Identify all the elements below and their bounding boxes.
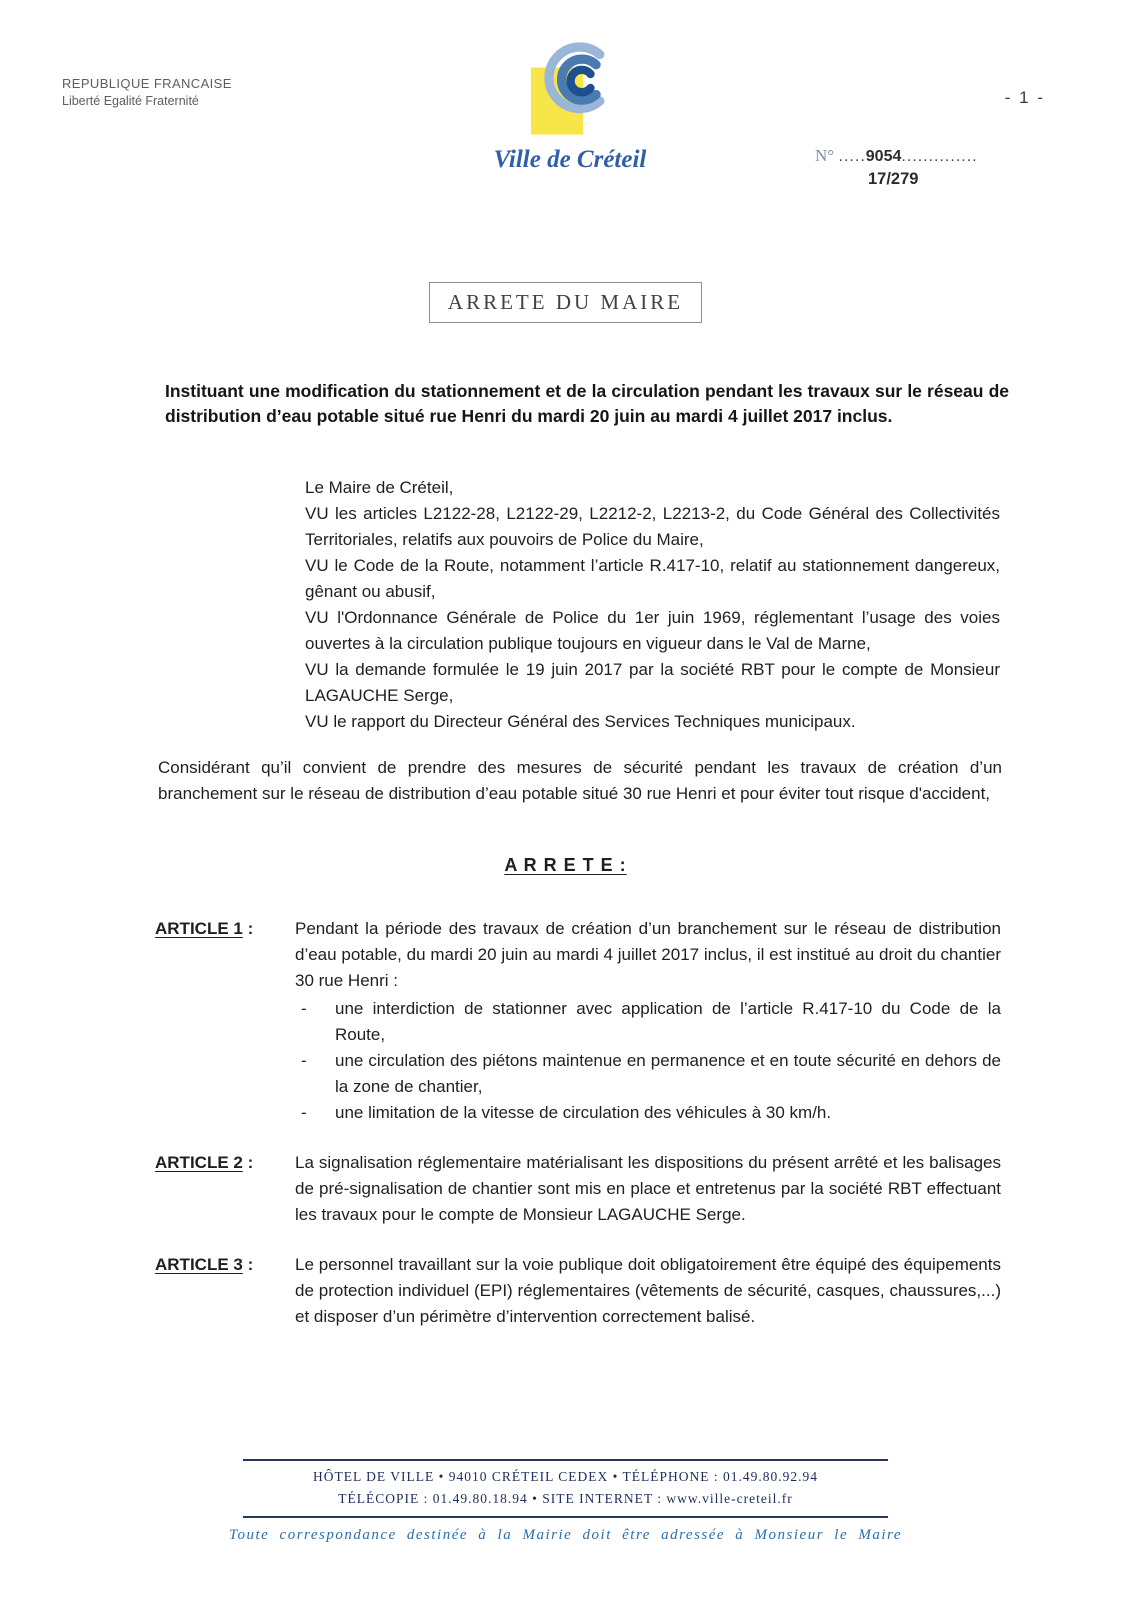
subject-paragraph: Instituant une modification du stationnement et de la circulation pendant les travaux sur le réseau de distribution d’eau potable situé rue Henri du mardi 20 juin au mardi 4 juillet 2017 inclus. bbox=[165, 381, 1009, 426]
article-1-label: ARTICLE 1 : bbox=[155, 919, 254, 938]
list-item: - une circulation des piétons maintenue en permanence et en toute sécurité en dehors de la zone de chantier, bbox=[295, 1048, 1001, 1100]
doc-number-value: 9054 bbox=[865, 148, 902, 165]
vu-item: VU l'Ordonnance Générale de Police du 1er juin 1969, réglementant l’usage des voies ouvertes à la circulation publique toujours en vigueur dans le Val de Marne, bbox=[305, 608, 1000, 653]
document-footer bbox=[0, 1459, 1131, 1544]
doc-number-dots-after: .............. bbox=[901, 148, 978, 165]
preamble bbox=[305, 475, 1000, 735]
footer-address-block bbox=[243, 1459, 888, 1518]
footer-line1: HÔTEL DE VILLE • 94010 CRÉTEIL CEDEX • TÉLÉPHONE : 01.49.80.92.94 bbox=[313, 1469, 818, 1484]
list-item: - une limitation de la vitesse de circulation des véhicules à 30 km/h. bbox=[295, 1100, 1001, 1126]
republic-header bbox=[62, 76, 232, 108]
republic-line2: Liberté Egalité Fraternité bbox=[62, 94, 199, 108]
bullet-dash: - bbox=[301, 1103, 307, 1122]
article-3-label: ARTICLE 3 : bbox=[155, 1255, 254, 1274]
republic-line1: REPUBLIQUE FRANCAISE bbox=[62, 76, 232, 91]
article-2-label: ARTICLE 2 : bbox=[155, 1153, 254, 1172]
arrete-heading: A R R E T E : bbox=[504, 855, 627, 875]
article-1-body: Pendant la période des travaux de création d’un branchement sur le réseau de distribution d’eau potable, du mardi 20 juin au mardi 4 juillet 2017 inclus, il est institué au droit du chantier 30 rue Henri : bbox=[295, 919, 1001, 990]
vu-item: VU la demande formulée le 19 juin 2017 par la société RBT pour le compte de Monsieur LAGAUCHE Serge, bbox=[305, 660, 1000, 705]
vu-item: VU le Code de la Route, notamment l’article R.417-10, relatif au stationnement dangereux, gênant ou abusif, bbox=[305, 556, 1000, 601]
document-number bbox=[815, 146, 978, 189]
article-1 bbox=[155, 916, 1001, 1126]
article-2-body: La signalisation réglementaire matérialisant les dispositions du présent arrêté et les balisages de pré-signalisation de chantier sont mis en place et entretenus par la société RBT effectuant les travaux pour le compte de Monsieur LAGAUCHE Serge. bbox=[295, 1153, 1001, 1224]
title-box: ARRETE DU MAIRE bbox=[429, 282, 702, 323]
city-name: Ville de Créteil bbox=[493, 146, 647, 173]
doc-number-dots-before: ..... bbox=[838, 148, 866, 165]
footer-line2: TÉLÉCOPIE : 01.49.80.18.94 • SITE INTERNET : www.ville-creteil.fr bbox=[338, 1491, 793, 1506]
article-3 bbox=[155, 1252, 1001, 1330]
document-header bbox=[0, 0, 1131, 238]
vu-item: VU le rapport du Directeur Général des Services Techniques municipaux. bbox=[305, 712, 856, 731]
bullet-dash: - bbox=[301, 999, 307, 1018]
doc-reference: 17/279 bbox=[868, 170, 919, 188]
city-block bbox=[440, 34, 700, 174]
considerant-paragraph: Considérant qu’il convient de prendre des mesures de sécurité pendant les travaux de création d’un branchement sur le réseau de distribution d’eau potable situé 30 rue Henri et pour éviter tout risque d'accident, bbox=[158, 758, 1002, 803]
article-3-body: Le personnel travaillant sur la voie publique doit obligatoirement être équipé des équipements de protection individuel (EPI) réglementaires (vêtements de sécurité, casques, chaussures,...) et disposer d’un périmètre d’intervention correctement balisé. bbox=[295, 1255, 1001, 1326]
bullet-dash: - bbox=[301, 1051, 307, 1070]
article-2 bbox=[155, 1150, 1001, 1228]
creteil-logo-icon bbox=[440, 34, 700, 142]
article-1-bullets bbox=[295, 996, 1001, 1126]
page-number: - 1 - bbox=[1004, 88, 1045, 107]
doc-number-label: N° bbox=[815, 146, 835, 165]
vu-item: VU les articles L2122-28, L2122-29, L2212-2, L2213-2, du Code Général des Collectivités Territoriales, relatifs aux pouvoirs de Police du Maire, bbox=[305, 504, 1000, 549]
list-item: - une interdiction de stationner avec application de l’article R.417-10 du Code de la Route, bbox=[295, 996, 1001, 1048]
preamble-intro: Le Maire de Créteil, bbox=[305, 478, 454, 497]
footer-correspondence-note: Toute correspondance destinée à la Mairie doit être adressée à Monsieur le Maire bbox=[229, 1527, 902, 1543]
